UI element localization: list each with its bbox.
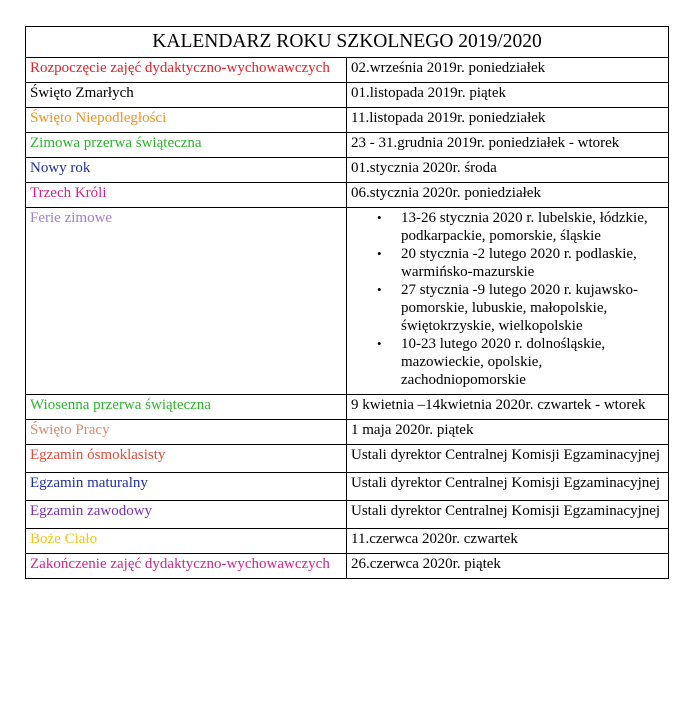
event-date-cell: Ustali dyrektor Centralnej Komisji Egzaminacyjnej bbox=[347, 501, 669, 529]
bullet-icon: • bbox=[377, 336, 382, 351]
event-date-cell: 01.listopada 2019r. piątek bbox=[347, 83, 669, 108]
list-item bbox=[377, 209, 664, 245]
bullet-icon: • bbox=[377, 210, 382, 225]
event-date-cell: Ustali dyrektor Centralnej Komisji Egzaminacyjnej bbox=[347, 445, 669, 473]
page-title: KALENDARZ ROKU SZKOLNEGO 2019/2020 bbox=[26, 27, 669, 58]
calendar-row bbox=[26, 554, 669, 579]
calendar-row bbox=[26, 420, 669, 445]
event-date-cell: 02.września 2019r. poniedziałek bbox=[347, 58, 669, 83]
ferie-regions-cell bbox=[347, 208, 669, 395]
event-name-cell: Wiosenna przerwa świąteczna bbox=[26, 395, 347, 420]
calendar-row bbox=[26, 395, 669, 420]
calendar-row bbox=[26, 158, 669, 183]
event-name-cell: Egzamin maturalny bbox=[26, 473, 347, 501]
title-row bbox=[26, 27, 669, 58]
event-name-cell: Święto Niepodległości bbox=[26, 108, 347, 133]
event-date-cell: 9 kwietnia –14kwietnia 2020r. czwartek - wtorek bbox=[347, 395, 669, 420]
event-name-cell: Nowy rok bbox=[26, 158, 347, 183]
list-item-text: 10-23 lutego 2020 r. dolnośląskie, mazowieckie, opolskie, zachodniopomorskie bbox=[401, 336, 606, 388]
list-item-text: 13-26 stycznia 2020 r. lubelskie, łódzkie, podkarpackie, pomorskie, śląskie bbox=[401, 210, 648, 244]
event-date-cell: 1 maja 2020r. piątek bbox=[347, 420, 669, 445]
calendar-row bbox=[26, 501, 669, 529]
event-name-cell: Egzamin zawodowy bbox=[26, 501, 347, 529]
event-date-cell: 01.stycznia 2020r. środa bbox=[347, 158, 669, 183]
event-name-cell: Ferie zimowe bbox=[26, 208, 347, 395]
event-date-cell: 11.listopada 2019r. poniedziałek bbox=[347, 108, 669, 133]
calendar-row bbox=[26, 183, 669, 208]
event-name-cell: Święto Pracy bbox=[26, 420, 347, 445]
bullet-icon: • bbox=[377, 282, 382, 297]
event-name-cell: Zimowa przerwa świąteczna bbox=[26, 133, 347, 158]
calendar-row bbox=[26, 473, 669, 501]
calendar-row bbox=[26, 529, 669, 554]
calendar-row bbox=[26, 133, 669, 158]
calendar-row bbox=[26, 58, 669, 83]
event-name-cell: Rozpoczęcie zajęć dydaktyczno-wychowawczych bbox=[26, 58, 347, 83]
event-name-cell: Święto Zmarłych bbox=[26, 83, 347, 108]
calendar-row bbox=[26, 445, 669, 473]
list-item-text: 20 stycznia -2 lutego 2020 r. podlaskie, warmińsko-mazurskie bbox=[401, 246, 637, 280]
event-name-cell: Trzech Króli bbox=[26, 183, 347, 208]
list-item bbox=[377, 281, 664, 335]
ferie-list bbox=[351, 209, 664, 389]
list-item-text: 27 stycznia -9 lutego 2020 r. kujawsko-pomorskie, lubuskie, małopolskie, świętokrzyskie, wielkopolskie bbox=[401, 282, 639, 334]
event-date-cell: 23 - 31.grudnia 2019r. poniedziałek - wtorek bbox=[347, 133, 669, 158]
bullet-icon: • bbox=[377, 246, 382, 261]
calendar-row bbox=[26, 208, 669, 395]
list-item bbox=[377, 245, 664, 281]
event-name-cell: Zakończenie zajęć dydaktyczno-wychowawczych bbox=[26, 554, 347, 579]
school-calendar-table bbox=[25, 26, 669, 579]
event-date-cell: 26.czerwca 2020r. piątek bbox=[347, 554, 669, 579]
event-date-cell: Ustali dyrektor Centralnej Komisji Egzaminacyjnej bbox=[347, 473, 669, 501]
event-name-cell: Boże Ciało bbox=[26, 529, 347, 554]
calendar-row bbox=[26, 108, 669, 133]
list-item bbox=[377, 335, 664, 389]
calendar-row bbox=[26, 83, 669, 108]
event-date-cell: 06.stycznia 2020r. poniedziałek bbox=[347, 183, 669, 208]
event-name-cell: Egzamin ósmoklasisty bbox=[26, 445, 347, 473]
event-date-cell: 11.czerwca 2020r. czwartek bbox=[347, 529, 669, 554]
